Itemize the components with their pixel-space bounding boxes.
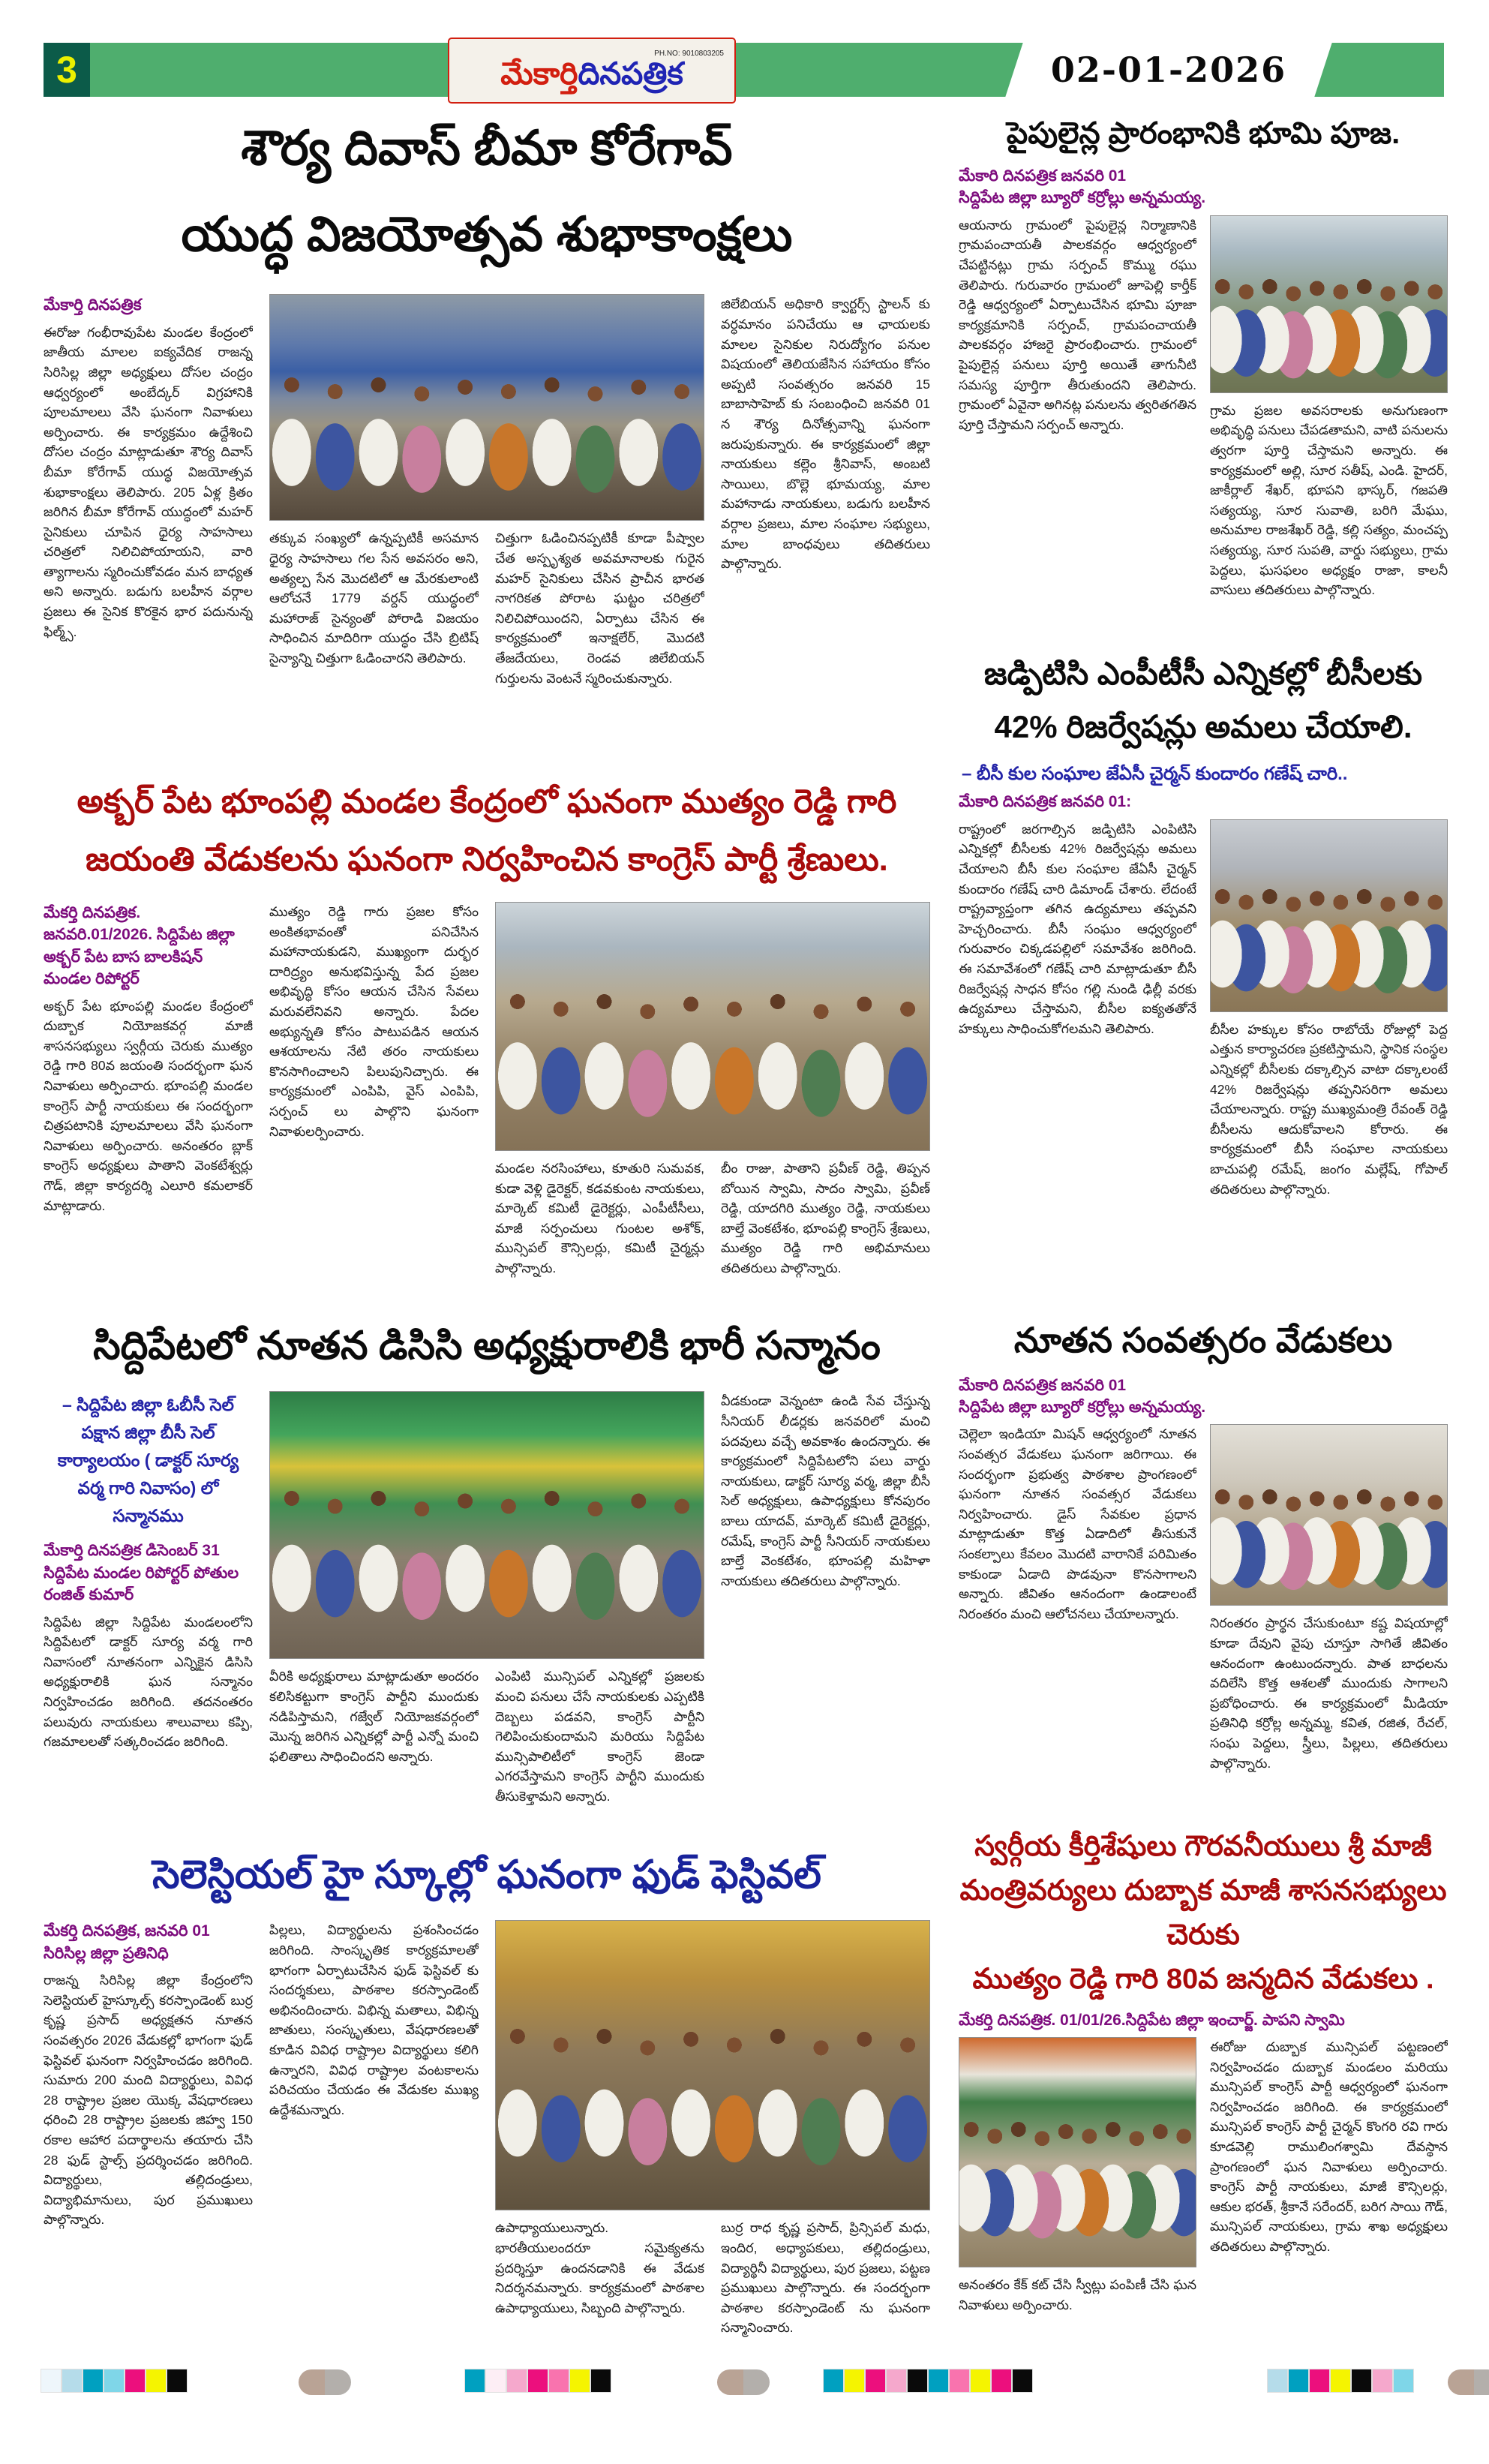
- color-swatch: [908, 2369, 927, 2392]
- body-column: బుర్ర రాధ కృష్ణ ప్రసాద్, ప్రిన్సిపల్ మధు, ఇందిర, అధ్యాపకులు, తల్లిదండ్రులు, విద్యార్థినీ విద్యార్థులు, పుర ప్రజలు, పట్టణ ప్రముఖులు పాల్గొన్నారు. ఈ సందర్భంగా పాఠశాల కరస్పాండెంట్ ను ఘనంగా సన్మానించారు.: [721, 2220, 930, 2336]
- color-swatch: [125, 2369, 145, 2392]
- dateline: మేకర్తి దినపత్రిక. 01/01/26.సిద్దిపేట జిల్లా ఇంచార్జ్. పాపని స్వామి: [959, 2011, 1345, 2029]
- color-swatch: [465, 2369, 485, 2392]
- masthead-logo: [448, 38, 736, 104]
- color-swatch: [528, 2369, 548, 2392]
- body-column: [44, 1391, 253, 1838]
- article-bc-reservations: [959, 647, 1448, 1279]
- headline: సెలెస్టియల్ హై స్కూల్లో ఘనంగా ఫుడ్ ఫెస్టివల్: [152, 1853, 821, 1897]
- body-column: వీడకుండా వెన్నంటా ఉండి సేవ చేస్తున్న సీనియర్ లీడర్లకు జనవరిలో మంచి పదవులు వచ్చే అవకాశం ఉందన్నారు. ఈ కార్యక్రమంలో సిద్దిపేటలోని పలు వార్డు నాయకులు, డాక్టర్ సూర్య వర్మ, జిల్లా బీసీ సెల్ అధ్యక్షులు, ఉపాధ్యక్షులు కోనపురం బాలు యాదవ్, మార్కెట్ కమిటీ డైరెక్టర్లు, రమేష్, కాంగ్రెస్ పార్టీ సీనియర్ నాయకులు బాల్తే వెంకటేశం, భూంపల్లి మహిళా నాయకులు తదితరులు పాల్గొన్నారు.: [721, 1393, 930, 1588]
- masthead-title: [500, 58, 683, 90]
- article-dcc-felicitation: [44, 1313, 930, 1838]
- body-column: ఆయనారు గ్రామంలో పైపులైన్ల నిర్మాణానికి గ్రామపంచాయతీ పాలకవర్గం ఆధ్వర్యంలో చేపట్టినట్లు గ్రామ సర్పంచ్ కొమ్ము రఘు తెలిపారు. గురువారం గ్రామంలో జూపెల్లి కార్తీక్ రెడ్డి ఆధ్వర్యంలో ఏర్పాటుచేసిన భూమి పూజా కార్యక్రమానికి సర్పంచ్, గ్రామపంచాయతీ పాలకవర్గం హాజరై ప్రారంభించారు. గ్రామంలో పైపులైన్ల పనులు పూర్తి అయితే తాగునీటి సమస్య పూర్తిగా తీరుతుందని తెలిపారు. గ్రామంలో ఏవైనా అగినట్ల పనులను త్వరితగతిన పూర్తి చేస్తామని సర్పంచ్ అన్నారు.: [959, 217, 1196, 432]
- color-swatch: [41, 2369, 61, 2392]
- headline-line2: 42% రిజర్వేషన్లు అమలు చేయాలి.: [994, 709, 1412, 745]
- color-swatch: [1352, 2369, 1371, 2392]
- color-swatch: [1331, 2369, 1350, 2392]
- issue-date: 02-01-2026: [1050, 50, 1287, 90]
- registration-blob: [299, 2369, 351, 2395]
- article-photo: [959, 2037, 1196, 2267]
- dateline: మేకార్తి దినపత్రిక డిసెంబర్ 31: [44, 1542, 220, 1560]
- dateline-line2: జనవరి.01/2026. సిద్దిపేట జిల్లా: [44, 926, 235, 944]
- color-swatch: [146, 2369, 166, 2392]
- body-column: ఎంపిటి మున్సిపల్ ఎన్నికల్లో ప్రజలకు మంచి పనులు చేసే నాయకులకు ఎప్పటికి దెబ్బలు పడవని, కాంగ్రెస్ పార్టీని గెలిపించుకుందామని మరియు సిద్దిపేట మున్సిపాలిటీలో కాంగ్రెస్ జెండా ఎగరవేస్తామని కాంగ్రెస్ పార్టీని ముందుకు తీసుకెళ్తామని అన్నారు.: [495, 1669, 704, 1804]
- body-column: మండల నరసింహాలు, కూతురి సుమవక, కుడా వెళ్లి డైరెక్టర్, కడవకుంట నాయకులు, మార్కెట్ కమిటీ డైరెక్టర్లు, ఎంపీటీసీలు, మాజీ సర్పంచులు గుంటల అశోక్, మున్సిపల్ కౌన్సిలర్లు, కమిటీ చైర్మన్లు పాల్గొన్నారు.: [495, 1161, 704, 1276]
- color-swatch: [486, 2369, 506, 2392]
- article-new-year: [959, 1313, 1448, 1814]
- body-column: తక్కువ సంఖ్యలో ఉన్నప్పటికీ అసమాన ధైర్య సాహసాలు గల సేన అవసరం అని, అత్యల్ప సేన మొదటిలో ఆ మేరకులాంటి ఆలోచనే 1779 వర్దన్ యుద్ధంలో మహారాజ్ సైన్యంతో పోరాడి విజయం సాధించిన మాదిరిగా యుద్ధం చేసి బ్రిటిష్ సైన్యాన్ని చిత్తుగా ఓడించారని తెలిపారు.: [269, 530, 479, 666]
- dateline-line2: సిద్దిపేట జిల్లా బ్యూరో కర్రోల్లు అన్నమయ్య.: [959, 1398, 1206, 1416]
- color-swatch: [1289, 2369, 1308, 2392]
- dateline-line2: సిద్దిపేట మండల రిపోర్టర్ పోతుల రంజిత్ కుమార్: [44, 1564, 239, 1604]
- body-column: పిల్లలు, విద్యార్థులను ప్రశంసించడం జరిగింది. సాంస్కృతిక కార్యక్రమాలతో భాగంగా ఏర్పాటుచేసిన ఫుడ్ ఫెస్టివల్ కు సందర్శకులు, పాఠశాల కరస్పాండెంట్ అభినందించారు. విభిన్న మతాలు, విభిన్న జాతులు, సంస్కృతులు, వేషధారణలతో కూడిన వివిధ రాష్ట్రాల విద్యార్థులు కలిగి ఉన్నారని, వివిధ రాష్ట్రాల వంటకాలను పరిచయం చేయడం ఈ వేడుకల ముఖ్య ఉద్దేశమన్నారు.: [269, 1922, 479, 2117]
- article-body: [959, 819, 1448, 1279]
- body-column: ముత్యం రెడ్డి గారు ప్రజల కోసం అంకితభావంతో పనిచేసిన మహానాయకుడని, ముఖ్యంగా దుర్భర దారిద్ర్యం అనుభవిస్తున్న పేద ప్రజల అభివృద్ధి కోసం ఆయన చేసిన సేవలు మరువలేనివని అన్నారు. పేదల అభ్యున్నతి కోసం పాటుపడిన ఆయన ఆశయాలను నేటి తరం నాయకులు కొనసాగించాలని పిలుపునిచ్చారు. ఈ కార్యక్రమంలో ఎంపిపి, వైస్ ఎంపిపి, సర్పంచ్ లు పాల్గొని ఘనంగా నివాళులర్పించారు.: [269, 904, 479, 1139]
- headline-line2: జయంతి వేడుకలను ఘనంగా నిర్వహించిన కాంగ్రెస్ పార్టీ శ్రేణులు.: [86, 841, 888, 878]
- dateline: మేకారి దినపత్రిక జనవరి 01: [959, 1376, 1127, 1394]
- article-photo: [1210, 819, 1448, 1012]
- body-column: ఈరోజు దుబ్బాక మున్సిపల్ పట్టణంలో నిర్వహించడం దుబ్బాక మండలం మరియు మున్సిపల్ కాంగ్రెస్ పార్టీ ఆధ్వర్యంలో ఘనంగా నిర్వహించడం జరిగింది. ఈ కార్యక్రమంలో మున్సిపల్ కాంగ్రెస్ పార్టీ చైర్మన్ కొంగరి రవి గారు కూడవెల్లి రాములింగశ్వామి దేవస్థాన ప్రాంగణంలో ఘన నివాళులు అర్పించారు. కాంగ్రెస్ పార్టీ నాయకులు, మాజీ కౌన్సిలర్లు, ఆకుల భరత్, శ్రీకానే సరేందర్, బరిగ సాయి గౌడ్, మున్సిపల్ నాయకులు, గ్రామ శాఖ అధ్యక్షులు తదితరులు పాల్గొన్నారు.: [1210, 2039, 1448, 2254]
- article-80th-birthday: [959, 1825, 1448, 2396]
- article-food-festival: [44, 1842, 930, 2355]
- dateline-line2: సిరిసిల్ల జిల్లా ప్రతినిధి: [44, 1944, 169, 1962]
- headline-line3: ముత్యం రెడ్డి గారి 80వ జన్మదిన వేడుకలు .: [972, 1963, 1434, 1995]
- article-body: [44, 1920, 930, 2355]
- headline: జడ్పిటిసి ఎంపీటీసీ ఎన్నికల్లో బీసీలకు: [983, 656, 1423, 691]
- article-photo: [269, 294, 704, 521]
- masthead-phone: PH.NO: 9010803205: [654, 50, 724, 59]
- calibration-bar: [0, 2369, 1489, 2399]
- headline: సిద్దిపేటలో నూతన డిసిసి అధ్యక్షురాలికి భారీ సన్మానం: [93, 1324, 881, 1368]
- article-photo: [1210, 215, 1448, 393]
- article-body: [44, 902, 930, 1307]
- registration-blob: [1448, 2369, 1489, 2395]
- article-body: [959, 2037, 1448, 2396]
- color-swatch: [1394, 2369, 1413, 2392]
- color-swatch: [570, 2369, 590, 2392]
- byline: – సిద్దిపేట జిల్లా ఓబీసీ సెల్ పక్షాన జిల్లా బీసీ సెల్ కార్యాలయం ( డాక్టర్ సూర్య వర్మ గారి నివాసం) లో సన్మానము: [57, 1395, 239, 1525]
- headline: పైపులైన్ల ప్రారంభానికి భూమి పూజ.: [1006, 117, 1400, 150]
- body-column: గ్రామ ప్రజల అవసరాలకు అనుగుణంగా అభివృద్ధి పనులు చేపడతామని, వాటి పనులను త్వరగా పూర్తి చేస్తామని అన్నారు. ఈ కార్యక్రమంలో అల్లి, సూర సతీష్, ఎండి. హైదర్, జాకీర్లాల్ శేఖర్, భూపని భాస్కర్, గజపతి సత్యయ్య, సూర సువాతి, బరిగి మేఘు, అనుమాల రాజశేఖర్ రెడ్డి, కల్లి సత్యం, మంచప్ప సత్యయ్య, సూర సుపతి, వార్డు సభ్యులు, గ్రామ పెద్దలు, ఘసఫలం అధ్యక్షం రాజా, కాలనీ వాసులు తదితరులు పాల్గొన్నారు.: [1210, 402, 1448, 598]
- page-number: 3: [44, 43, 90, 97]
- body-column: రాష్ట్రంలో జరగాల్సిన జడ్పిటిసి ఎంపిటిసి ఎన్నికల్లో బీసీలకు 42% రిజర్వేషన్లు అమలు చేయాలని బీసీ కుల సంఘాల జేఏసీ చైర్మన్ కుందారం గణేష్ చారి డిమాండ్ చేశారు. లేదంటే రాష్ట్రవ్యాప్తంగా తగిన ఉద్యమాలు తప్పవని హెచ్చరించారు. బీసీ సంఘం ఆధ్వర్యంలో గురువారం చిక్కడపల్లిలో సమావేశం జరిగింది. ఈ సమావేశంలో గణేష్ చారి మాట్లాడుతూ బీసీ రిజర్వేషన్ల సాధన కోసం గల్లి నుండి ఢిల్లీ వరకు ఉద్యమాలు చేస్తామని, బీసీల ఐక్యతతోనే హక్కులు సాధించుకోగలమని తెలిపారు.: [959, 821, 1196, 1036]
- body-column: బీసీల హక్కుల కోసం రాబోయే రోజుల్లో పెద్ద ఎత్తున కార్యాచరణ ప్రకటిస్తామని, స్థానిక సంస్థల ఎన్నికల్లో బీసీలకు దక్కాల్సిన వాటా దక్కాలంటే 42% రిజర్వేషన్లు తప్పనిసరిగా అమలు చేయాలన్నారు. రాష్ట్ర ముఖ్యమంత్రి రేవంత్ రెడ్డి బీసీలను ఆదుకోవాలని కోరారు. ఈ కార్యక్రమంలో బీసీ సంఘాల నాయకులు బాచుపల్లి రమేష్, జంగం మల్లేష్, గోపాల్ తదితరులు పాల్గొన్నారు.: [1210, 1021, 1448, 1197]
- color-swatch: [104, 2369, 124, 2392]
- article-photo: [269, 1391, 704, 1659]
- color-swatch-cluster: [1268, 2369, 1413, 2392]
- color-swatch: [1310, 2369, 1329, 2392]
- body-text: అక్బర్ పేట భూంపల్లి మండల కేంద్రంలో దుబ్బాక నియోజకవర్గ మాజీ శాసనసభ్యులు స్వర్గీయ చెరుకు ముత్యం రెడ్డి గారి 80వ జయంతి సందర్భంగా ఘన నివాళులు అర్పించారు. భూంపల్లి మండల కాంగ్రెస్ పార్టీ నాయకులు ఈ సందర్భంగా చిత్రపటానికి పూలమాలలు వేసి ఘనంగా నివాళులు అర్పించారు. అనంతరం బ్లాక్ కాంగ్రెస్ అధ్యక్షులు పాతాని వెంకటేశ్వర్లు గౌడ్, జిల్లా కార్యదర్శి ఎలూరి కమలాకర్ మాట్లాడారు.: [44, 998, 253, 1213]
- body-column: [44, 294, 253, 753]
- headline: శౌర్య దివాస్ బీమా కోరేగావ్: [241, 121, 733, 175]
- color-swatch-cluster: [41, 2369, 187, 2392]
- byline: – బీసీ కుల సంఘాల జేఏసీ చైర్మన్ కుందారం గణేష్ చారి..: [962, 763, 1348, 784]
- color-swatch: [971, 2369, 990, 2392]
- body-column: నిరంతరం ప్రార్థన చేసుకుంటూ కష్ట విషయాల్లో కూడా దేవుని వైపు చూస్తూ సాగితే జీవితం ఆనందంగా ఉంటుందన్నారు. పాత బాధలను వదిలేసి కొత్త ఆశలతో ముందుకు సాగాలని ప్రబోధించారు. ఈ కార్యక్రమంలో మీడియా ప్రతినిధి కర్రోల్ల అన్నమ్మ, కవిత, రజిత, రేచల్, సంఘ పెద్దలు, స్త్రీలు, పిల్లలు, తదితరులు పాల్గొన్నారు.: [1210, 1615, 1448, 1771]
- headline: అక్బర్ పేట భూంపల్లి మండల కేంద్రంలో ఘనంగా ముత్యం రెడ్డి గారి: [77, 783, 897, 820]
- headline: స్వర్గీయ కీర్తిశేషులు గౌరవనీయులు శ్రీ మాజీ: [974, 1831, 1432, 1862]
- color-swatch: [591, 2369, 611, 2392]
- color-swatch: [167, 2369, 187, 2392]
- dateline: మేకారి దినపత్రిక జనవరి 01: [959, 167, 1127, 185]
- color-swatch-cluster: [824, 2369, 1032, 2392]
- color-swatch: [824, 2369, 843, 2392]
- color-swatch: [950, 2369, 969, 2392]
- body-text: ఈరోజు గంభీరావుపేట మండల కేంద్రంలో జాతీయ మాలల ఐక్యవేదిక రాజన్న సిరిసిల్ల జిల్లా అధ్యక్షులు దోసల చంద్రం ఆధ్వర్యంలో అంబేద్కర్ విగ్రహానికి పూలమాలలు వేసి ఘనంగా నివాళులు అర్పించారు. ఈ కార్యక్రమం ఉద్దేశించి దోసల చంద్రం మాట్లాడుతూ శౌర్య దివాస్ బీమా కోరేగావ్ యుద్ధ విజయోత్సవ శుభాకాంక్షలు తెలిపారు. 205 ఏళ్ల క్రితం జరిగిన బీమా కోరేగావ్ యుద్ధంలో మహర్ సైనికులు చూపిన ధైర్య సాహసాలు చరిత్రలో నిలిచిపోయాయని, వారి త్యాగాలను స్మరించుకోవడం మన బాధ్యత అని అన్నారు. బడుగు బలహీన వర్గాల ప్రజలు ఈ సైనిక కొరకైన భార పదునున్న ఫిల్మ్స్.: [44, 324, 253, 639]
- body-column: బీం రాజు, పాతాని ప్రవీణ్ రెడ్డి, తిప్పన బోయిన స్వామి, సాదం స్వామి, ప్రవీణ్ రెడ్డి, యాదగిరి ముత్యం రెడ్డి, నాయకులు బాల్తే వెంకటేశం, భూంపల్లి కాంగ్రెస్ శ్రేణులు, ముత్యం రెడ్డి గారి అభిమానులు తదితరులు పాల్గొన్నారు.: [721, 1161, 930, 1276]
- article-mutyam-reddy-jayanti: [44, 773, 930, 1307]
- color-swatch: [507, 2369, 527, 2392]
- body-column: వీరికి అధ్యక్షురాలు మాట్లాడుతూ అందరం కలిసికట్టుగా కాంగ్రెస్ పార్టీని ముందుకు నడిపిస్తామని, గజ్వేల్ నియోజకవర్గంలో మొన్న జరిగిన ఎన్నికల్లో పార్టీ ఎన్నో మంచి ఫలితాలు సాధించిందని అన్నారు.: [269, 1669, 479, 1764]
- body-text: సిద్దిపేట జిల్లా సిద్దిపేట మండలంలోని సిద్దిపేటలో డాక్టర్ సూర్య వర్మ గారి నివాసంలో నూతనంగా ఎన్నికైన డిసిసి అధ్యక్షురాలికి ఘన సన్మానం నిర్వహించడం జరిగింది. తదనంతరం పలువురు నాయకులు శాలువాలు కప్పి, గజమాలలతో సత్కరించడం జరిగింది.: [44, 1614, 253, 1750]
- body-column: చిత్తుగా ఓడించినప్పటికీ కూడా పీష్వాల చేత అస్పృశ్యత అవమానాలకు గురైన మహర్ సైనికులు చేసిన ప్రాచీన భారత నాగరికత పోరాట ఘట్టం చరిత్రలో నిలిచిపోయిందని, ఏర్పాటు చేసిన ఈ కార్యక్రమంలో ఇనాక్షలేర్, మొదటి తేజదేయలు, రెండవ జిలేబియన్ గుర్తులను వెంటనే స్మరించుకున్నారు.: [495, 530, 704, 686]
- color-swatch: [62, 2369, 82, 2392]
- body-column: చెల్లెలా ఇండియా మిషన్ ఆధ్వర్యంలో నూతన సంవత్సర వేడుకలు ఘనంగా జరిగాయి. ఈ సందర్భంగా ప్రభుత్వ పాఠశాల ప్రాంగణంలో ఘనంగా నూతన సంవత్సర వేడుకలు నిర్వహించారు. డైస్ సేవకుల ప్రధాన మాట్లాడుతూ కొత్త ఏడాదిలో తీసుకునే సంకల్పాలు కేవలం మొదటి వారానికే పరిమితం కాకుండా ఏడాది పొడవునా కొనసాగాలని అన్నారు. జీవితం ఆనందంగా ఉండాలంటే నిరంతరం మంచి ఆలోచనలు చేయాలన్నారు.: [959, 1426, 1196, 1621]
- article-body: [959, 215, 1448, 636]
- color-swatch: [83, 2369, 103, 2392]
- article-photo: [495, 902, 930, 1151]
- dateline: మేకారి దినపత్రిక జనవరి 01:: [959, 793, 1132, 811]
- article-shaurya-divas: [44, 105, 930, 753]
- headline-line2: మంత్రివర్యులు దుబ్బాక మాజీ శాసనసభ్యులు చెరుకు: [959, 1874, 1447, 1951]
- dateline-line4: మండల రిపోర్టర్: [44, 970, 140, 988]
- color-swatch: [845, 2369, 864, 2392]
- color-swatch: [866, 2369, 885, 2392]
- article-bhoomi-pooja: [959, 110, 1448, 636]
- dateline: మేకర్తి దినపత్రిక.: [44, 904, 141, 921]
- color-swatch: [1013, 2369, 1032, 2392]
- color-swatch-cluster: [465, 2369, 611, 2392]
- body-column: [44, 902, 253, 1307]
- dateline-line3: అక్బర్ పేట బాస బాలకిషన్: [44, 948, 203, 966]
- article-photo: [495, 1920, 930, 2210]
- masthead-word-blue: దినపత్రిక: [578, 56, 683, 92]
- dateline-line2: సిద్దిపేట జిల్లా బ్యూరో కర్రోల్లు అన్నమయ్య.: [959, 189, 1206, 207]
- color-swatch: [992, 2369, 1011, 2392]
- dateline: మేకార్తి దినపత్రిక: [44, 296, 142, 314]
- headline-line2: యుద్ధ విజయోత్సవ శుభాకాంక్షలు: [181, 207, 793, 262]
- article-body: [44, 294, 930, 753]
- dateline: మేకర్తి దినపత్రిక, జనవరి 01: [44, 1922, 210, 1940]
- masthead-word-red: మేకార్తి: [500, 56, 578, 92]
- body-column: [44, 1920, 253, 2355]
- color-swatch: [929, 2369, 948, 2392]
- headline: నూతన సంవత్సరం వేడుకలు: [1013, 1321, 1393, 1360]
- body-column: జిలేబియన్ అధికారి క్వార్టర్స్ స్టాలన్ కు వర్ధమానం పనిచేయు ఆ ఛాయలకు మాలల సైనికుల నిరుద్యోగం పనుల విషయంలో తెలియజేసిన సహాయం కోసం అప్పటి సంవత్సరం జనవరి 15 బాబాసాహెబ్ కు సంబంధించి జనవరి 01 న శౌర్య దినోత్సవాన్ని ఘనంగా జరుపుకున్నారు. ఈ కార్యక్రమంలో జిల్లా నాయకులు కల్లెం శ్రీనివాస్, అంబటి సాయిలు, బొల్లె భూమయ్య, మాల మహానాడు నాయకులు, బడుగు బలహీన వర్గాల ప్రజలు, మాల సంఘాల సభ్యులు, మాల బాంధవులు తదితరులు పాల్గొన్నారు.: [721, 296, 930, 572]
- registration-blob: [717, 2369, 770, 2395]
- article-body: [959, 1424, 1448, 1814]
- body-text: రాజన్న సిరిసిల్ల జిల్లా కేంద్రంలోని సెలెస్టియల్ హైస్కూల్స్ కరస్పాండెంట్ బుర్ర కృష్ణ ప్రసాద్ అధ్యక్షతన నూతన సంవత్సరం 2026 వేడుకల్లో భాగంగా ఫుడ్ ఫెస్టివల్ ఘనంగా నిర్వహించడం జరిగింది. సుమారు 200 మంది విద్యార్థులు, వివిధ 28 రాష్ట్రాల ప్రజల యొక్క వేషధారణలు ధరించి 28 రాష్ట్రాల ప్రజలకు జిహ్వ 150 రకాల ఆహార పదార్థాలను తయారు చేసి 28 ఫుడ్ స్టాల్స్ ప్రదర్శించడం జరిగింది. విద్యార్థులు, తల్లిదండ్రులు, విద్యాభిమానులు, పుర ప్రముఖులు పాల్గొన్నారు.: [44, 1973, 253, 2228]
- body-column: అనంతరం కేక్ కట్ చేసి స్వీట్లు పంపిణీ చేసి ఘన నివాళులు అర్పించారు.: [959, 2276, 1196, 2312]
- color-swatch: [1268, 2369, 1287, 2392]
- color-swatch: [887, 2369, 906, 2392]
- article-photo: [1210, 1424, 1448, 1606]
- color-swatch: [1373, 2369, 1392, 2392]
- body-column: ఉపాధ్యాయులున్నారు. భారతీయులందరూ సమైక్యతను ప్రదర్శిస్తూ ఉందనడానికి ఈ వేడుక నిదర్శనమన్నారు. కార్యక్రమంలో పాఠశాల ఉపాధ్యాయులు, సిబ్బంది పాల్గొన్నారు.: [495, 2220, 704, 2315]
- color-swatch: [549, 2369, 569, 2392]
- article-body: [44, 1391, 930, 1838]
